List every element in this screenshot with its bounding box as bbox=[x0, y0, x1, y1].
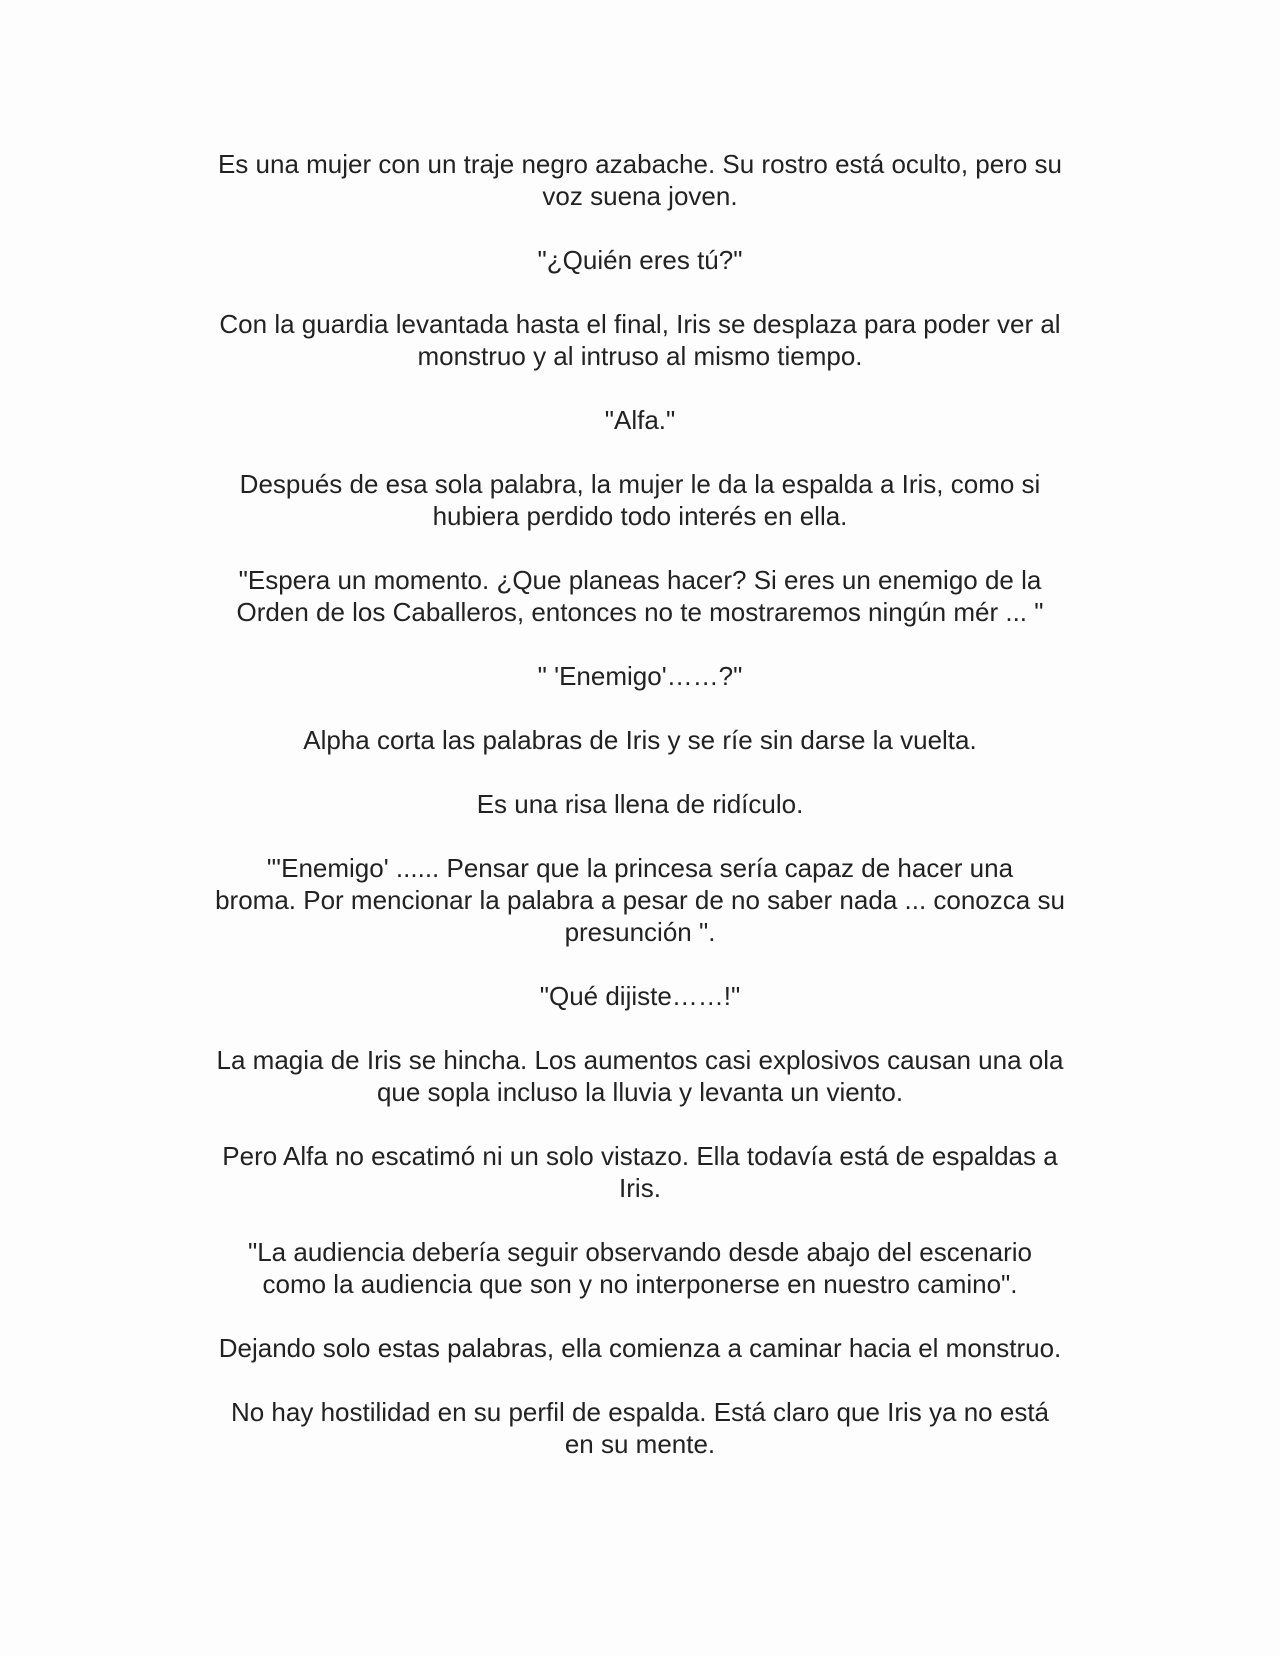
text-line: Pero Alfa no escatimó ni un solo vistazo. Ella todavía está de espaldas a bbox=[222, 1141, 1058, 1171]
text-line: que sopla incluso la lluvia y levanta un viento. bbox=[376, 1077, 904, 1107]
paragraph bbox=[170, 788, 1110, 820]
text-line: " 'Enemigo'……?" bbox=[537, 661, 743, 691]
text-line: Iris. bbox=[619, 1173, 661, 1203]
paragraph bbox=[170, 1044, 1110, 1108]
paragraph bbox=[170, 404, 1110, 436]
text-line: presunción ". bbox=[564, 917, 716, 947]
paragraph bbox=[170, 660, 1110, 692]
text-line: Alpha corta las palabras de Iris y se ríe sin darse la vuelta. bbox=[303, 725, 977, 755]
paragraph bbox=[170, 1140, 1110, 1204]
text-line: "Alfa." bbox=[604, 405, 676, 435]
paragraph bbox=[170, 564, 1110, 628]
paragraph bbox=[170, 1236, 1110, 1300]
paragraph bbox=[170, 852, 1110, 948]
text-line: en su mente. bbox=[564, 1429, 716, 1459]
text-line: Es una risa llena de ridículo. bbox=[476, 789, 804, 819]
paragraph bbox=[170, 308, 1110, 372]
text-line: voz suena joven. bbox=[542, 181, 738, 211]
paragraph bbox=[170, 980, 1110, 1012]
text-line: Dejando solo estas palabras, ella comienza a caminar hacia el monstruo. bbox=[218, 1333, 1062, 1363]
text-line: monstruo y al intruso al mismo tiempo. bbox=[417, 341, 863, 371]
text-line: "¿Quién eres tú?" bbox=[537, 245, 743, 275]
text-line: "'Enemigo' ...... Pensar que la princesa sería capaz de hacer una bbox=[266, 853, 1014, 883]
text-line: No hay hostilidad en su perfil de espalda. Está claro que Iris ya no está bbox=[230, 1397, 1050, 1427]
text-line: Orden de los Caballeros, entonces no te mostraremos ningún mér ... " bbox=[236, 597, 1044, 627]
text-line: "La audiencia debería seguir observando desde abajo del escenario bbox=[247, 1237, 1032, 1267]
paragraph bbox=[170, 148, 1110, 212]
paragraph bbox=[170, 1396, 1110, 1460]
text-line: broma. Por mencionar la palabra a pesar de no saber nada ... conozca su bbox=[215, 885, 1065, 915]
text-line: como la audiencia que son y no interponerse en nuestro camino". bbox=[262, 1269, 1018, 1299]
paragraph bbox=[170, 468, 1110, 532]
text-line: Después de esa sola palabra, la mujer le da la espalda a Iris, como si bbox=[239, 469, 1041, 499]
text-line: "Espera un momento. ¿Que planeas hacer? Si eres un enemigo de la bbox=[238, 565, 1042, 595]
document-page bbox=[170, 148, 1110, 1492]
text-line: Es una mujer con un traje negro azabache. Su rostro está oculto, pero su bbox=[217, 149, 1063, 179]
text-line: "Qué dijiste……!" bbox=[539, 981, 741, 1011]
paragraph bbox=[170, 1332, 1110, 1364]
paragraph bbox=[170, 244, 1110, 276]
text-line: La magia de Iris se hincha. Los aumentos casi explosivos causan una ola bbox=[216, 1045, 1064, 1075]
paragraph bbox=[170, 724, 1110, 756]
text-line: Con la guardia levantada hasta el final, Iris se desplaza para poder ver al bbox=[219, 309, 1061, 339]
text-line: hubiera perdido todo interés en ella. bbox=[432, 501, 848, 531]
